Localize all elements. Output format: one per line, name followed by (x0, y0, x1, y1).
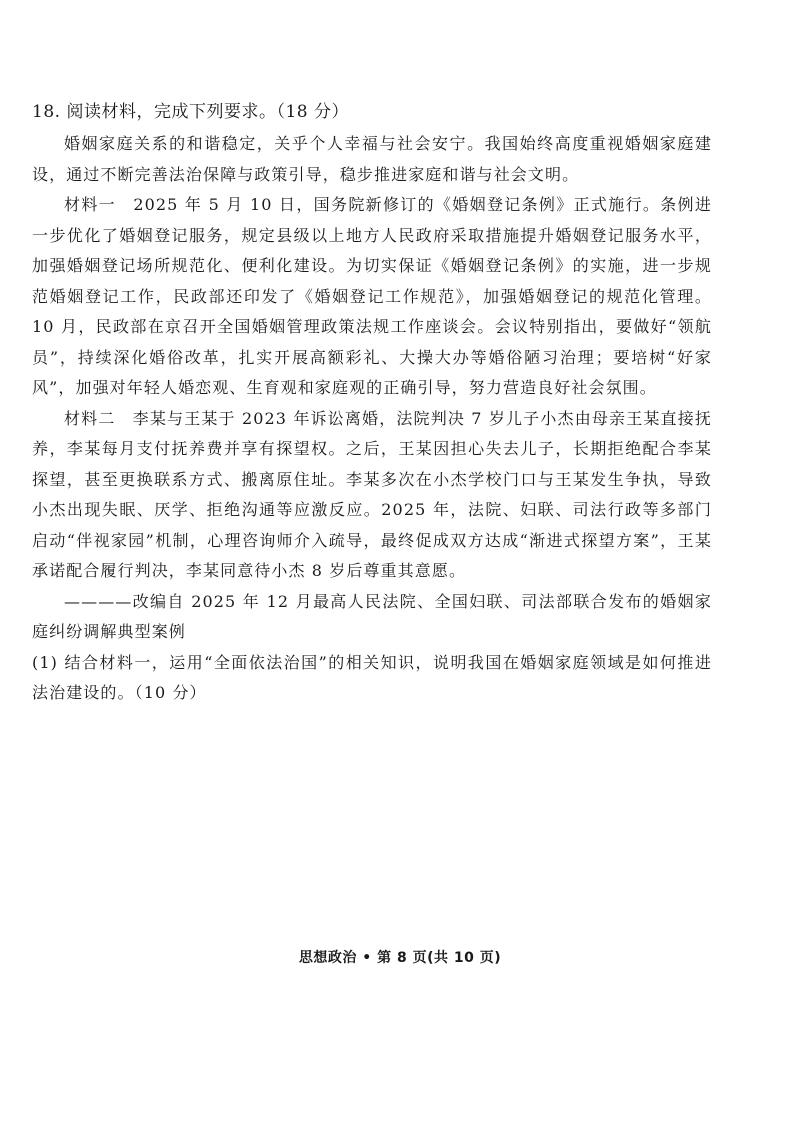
question-block (32, 96, 712, 709)
intro-paragraph: 婚姻家庭关系的和谐稳定，关乎个人幸福与社会安宁。我国始终高度重视婚姻家庭建设，通过不断完善法治保障与政策引导，稳步推进家庭和谐与社会文明。 (32, 134, 712, 184)
page-footer: 思想政治 • 第 8 页(共 10 页) (298, 950, 502, 966)
material-two-paragraph: 材料二 李某与王某于 2023 年诉讼离婚，法院判决 7 岁儿子小杰由母亲王某直接抚养，李某每月支付抚养费并享有探望权。之后，王某因担心失去儿子，长期拒绝配合李某探望，甚至更换联系方式、搬离原住址。李某多次在小杰学校门口与王某发生争执，导致小杰出现失眠、厌学、拒绝沟通等应激反应。2025 年，法院、妇联、司法行政等多部门启动“伴视家园”机制，心理咨询师介入疏导，最终促成双方达成“渐进式探望方案”，王某承诺配合履行判决，李某同意待小杰 8 岁后尊重其意愿。 (32, 408, 712, 580)
material-one-paragraph: 材料一 2025 年 5 月 10 日，国务院新修订的《婚姻登记条例》正式施行。条例进一步优化了婚姻登记服务，规定县级以上地方人民政府采取措施提升婚姻登记服务水平，加强婚姻登记场所规范化、便利化建设。为切实保证《婚姻登记条例》的实施，进一步规范婚姻登记工作，民政部还印发了《婚姻登记工作规范》，加强婚姻登记的规范化管理。10 月，民政部在京召开全国婚姻管理政策法规工作座谈会。会议特别指出，要做好“领航员”，持续深化婚俗改革，扎实开展高额彩礼、大操大办等婚俗陋习治理；要培树“好家风”，加强对年轻人婚恋观、生育观和家庭观的正确引导，努力营造良好社会氛围。 (32, 195, 712, 397)
material-source-note: ————改编自 2025 年 12 月最高人民法院、全国妇联、司法部联合发布的婚姻家庭纠纷调解典型案例 (32, 591, 712, 641)
sub-question-1: (1) 结合材料一，运用“全面依法治国”的相关知识，说明我国在婚姻家庭领域是如何推进法治建设的。（10 分） (32, 652, 712, 702)
question-title: 18. 阅读材料，完成下列要求。（18 分） (32, 102, 349, 122)
